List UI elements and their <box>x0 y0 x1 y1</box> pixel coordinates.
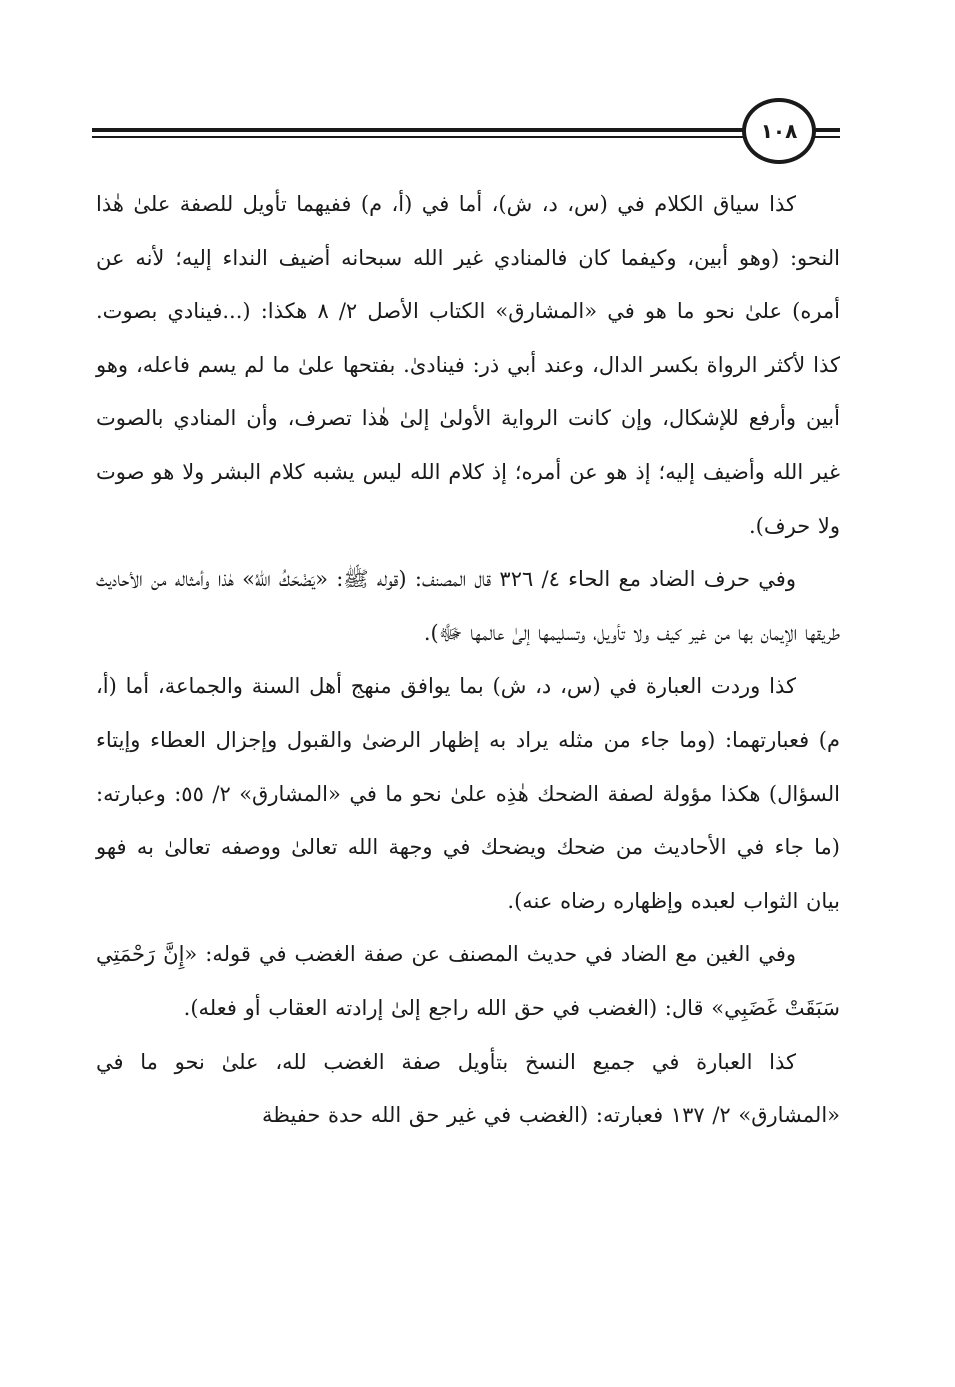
paragraph: وفي الغين مع الضاد في حديث المصنف عن صفة الغضب في قوله: «إِنَّ رَحْمَتِي سَبَقَتْ غَضَبِي» قال: (الغضب في حق الله راجع إلىٰ إرادته العقاب أو فعله). <box>96 942 840 1020</box>
header-rule-thin <box>92 136 770 138</box>
paragraph: كذا وردت العبارة في (س، د، ش) بما يوافق منهج أهل السنة والجماعة، أما (أ، م) فعبارتهما: (وما جاء من مثله يراد به إظهار الرضىٰ والقبول وإجزال العطاء وإيتاء السؤال) هكذا مؤولة لصفة الضحك هٰذِه علىٰ نحو ما في «المشارق» ٢/ ٥٥: وعبارته: (ما جاء في الأحاديث من ضحك ويضحك في وجهة الله تعالىٰ ووصفه تعالىٰ به فهو بيان الثواب لعبده وإظهاره رضاه عنه). <box>96 674 840 913</box>
page-body <box>96 178 840 1143</box>
page-number: ١٠٨ <box>742 98 816 164</box>
paragraph: كذا العبارة في جميع النسخ بتأويل صفة الغضب لله، علىٰ نحو ما في «المشارق» ٢/ ١٣٧ فعبارته: (الغضب في غير حق الله حدة حفيظة <box>96 1049 840 1128</box>
header-rule-thick <box>92 128 770 132</box>
paragraph: وفي حرف الضاد مع الحاء ٤/ ٣٢٦ قال المصنف: (قوله ﷺ: «يَضْحَكُ اللهُ» هٰذا وأمثاله من الأحاديث طريقها الإيمان بها من غير كيف ولا تأويل، وتسليمها إلىٰ عالمها ﷻ). <box>96 567 840 645</box>
paragraph: كذا سياق الكلام في (س، د، ش)، أما في (أ، م) ففيهما تأويل للصفة علىٰ هٰذا النحو: (وهو أبين، وكيفما كان فالمنادي غير الله سبحانه أضيف النداء إليه؛ لأنه عن أمره) علىٰ نحو ما هو في «المشارق» الكتاب الأصل ٢/ ٨ هكذا: (...فينادي بصوت. كذا لأكثر الرواة بكسر الدال، وعند أبي ذر: فينادىٰ. بفتحها علىٰ ما لم يسم فاعله، وهو أبين وأرفع للإشكال، وإن كانت الرواية الأولىٰ إلىٰ هٰذا تصرف، وأن المنادي بالصوت غير الله وأضيف إليه؛ إذ هو عن أمره؛ إذ كلام الله ليس يشبه كلام البشر ولا هو صوت ولا حرف). <box>96 192 840 538</box>
page-header <box>92 98 840 168</box>
